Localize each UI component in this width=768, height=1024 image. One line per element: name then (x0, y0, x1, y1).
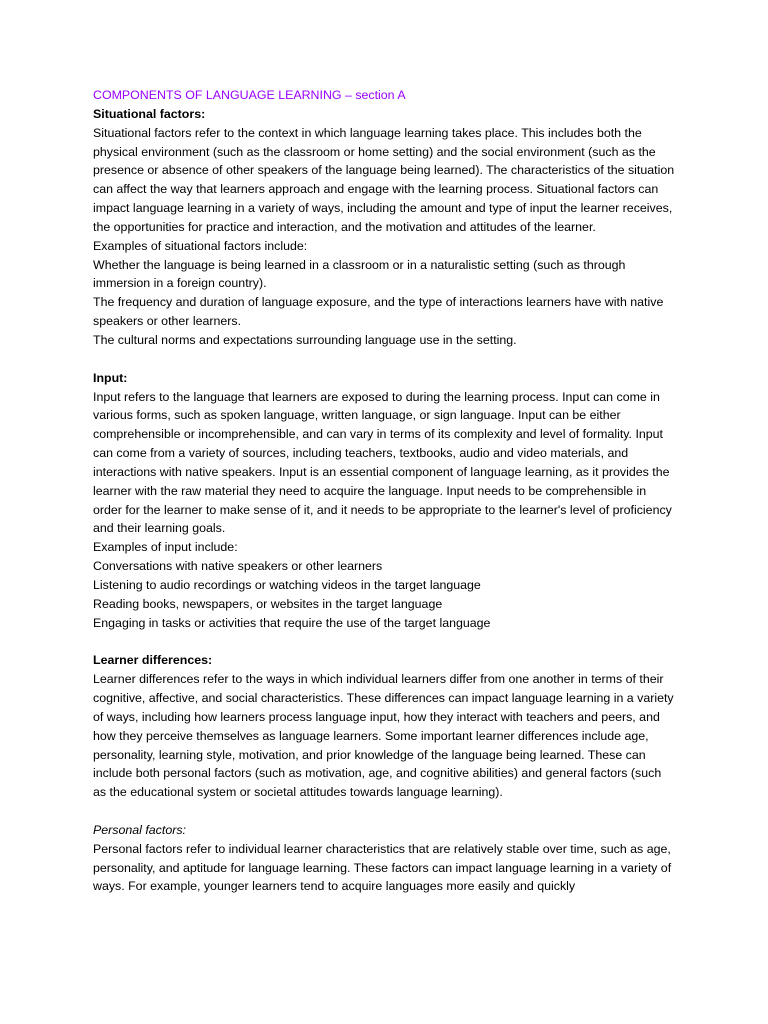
document-title: COMPONENTS OF LANGUAGE LEARNING – section A (93, 88, 406, 102)
paragraph-spacer (93, 350, 677, 369)
situational-example-item: The frequency and duration of language exposure, and the type of interactions learners have with native speakers or other learners. (93, 295, 664, 329)
paragraph-spacer (93, 802, 677, 821)
situational-examples-intro: Examples of situational factors include: (93, 238, 308, 253)
personal-factors-heading: Personal factors: (93, 822, 186, 837)
situational-example-item: Whether the language is being learned in a classroom or in a naturalistic setting (such as through immersion in a foreign country). (93, 257, 626, 291)
situational-factors-paragraph: Situational factors refer to the context in which language learning takes place. This includes both the physical environment (such as the classroom or home setting) and the social environment (such as the presence or absence of other speakers of the language being learned). The characteristics of the situation can affect the way that learners approach and engage with the learning process. Situational factors can impact language learning in a variety of ways, including the amount and type of input the learner receives, the opportunities for practice and interaction, and the motivation and attitudes of the learner. (93, 125, 675, 234)
input-paragraph: Input refers to the language that learners are exposed to during the learning process. Input can come in various forms, such as spoken language, written language, or sign language. Input can be either comprehensible or incomprehensible, and can vary in terms of its complexity and level of formality. Input can come from a variety of sources, including teachers, textbooks, audio and video materials, and interactions with native speakers. Input is an essential component of language learning, as it provides the learner with the raw material they need to acquire the language. Input needs to be comprehensible in order for the learner to make sense of it, and it needs to be appropriate to the learner's level of proficiency and their learning goals. (93, 389, 672, 536)
input-example-item: Listening to audio recordings or watching videos in the target language (93, 577, 481, 592)
input-heading: Input: (93, 370, 128, 385)
paragraph-spacer (93, 632, 677, 651)
input-examples-intro: Examples of input include: (93, 540, 238, 555)
personal-factors-paragraph: Personal factors refer to individual learner characteristics that are relatively stable over time, such as age, personality, and aptitude for language learning. These factors can impact language learning in a variety of ways. For example, younger learners tend to acquire languages more easily and quickly (93, 841, 672, 894)
situational-factors-heading: Situational factors: (93, 106, 206, 121)
input-example-item: Conversations with native speakers or other learners (93, 559, 383, 574)
document-page (93, 86, 677, 896)
learner-differences-paragraph: Learner differences refer to the ways in which individual learners differ from one another in terms of their cognitive, affective, and social characteristics. These differences can impact language learning in a variety of ways, including how learners process language input, how they interact with teachers and peers, and how they perceive themselves as language learners. Some important learner differences include age, personality, learning style, motivation, and prior knowledge of the language being learned. These can include both personal factors (such as motivation, age, and cognitive abilities) and general factors (such as the educational system or societal attitudes towards language learning). (93, 672, 674, 800)
input-example-item: Reading books, newspapers, or websites in the target language (93, 596, 443, 611)
situational-example-item: The cultural norms and expectations surrounding language use in the setting. (93, 332, 517, 347)
input-example-item: Engaging in tasks or activities that require the use of the target language (93, 615, 491, 630)
learner-differences-heading: Learner differences: (93, 653, 213, 668)
